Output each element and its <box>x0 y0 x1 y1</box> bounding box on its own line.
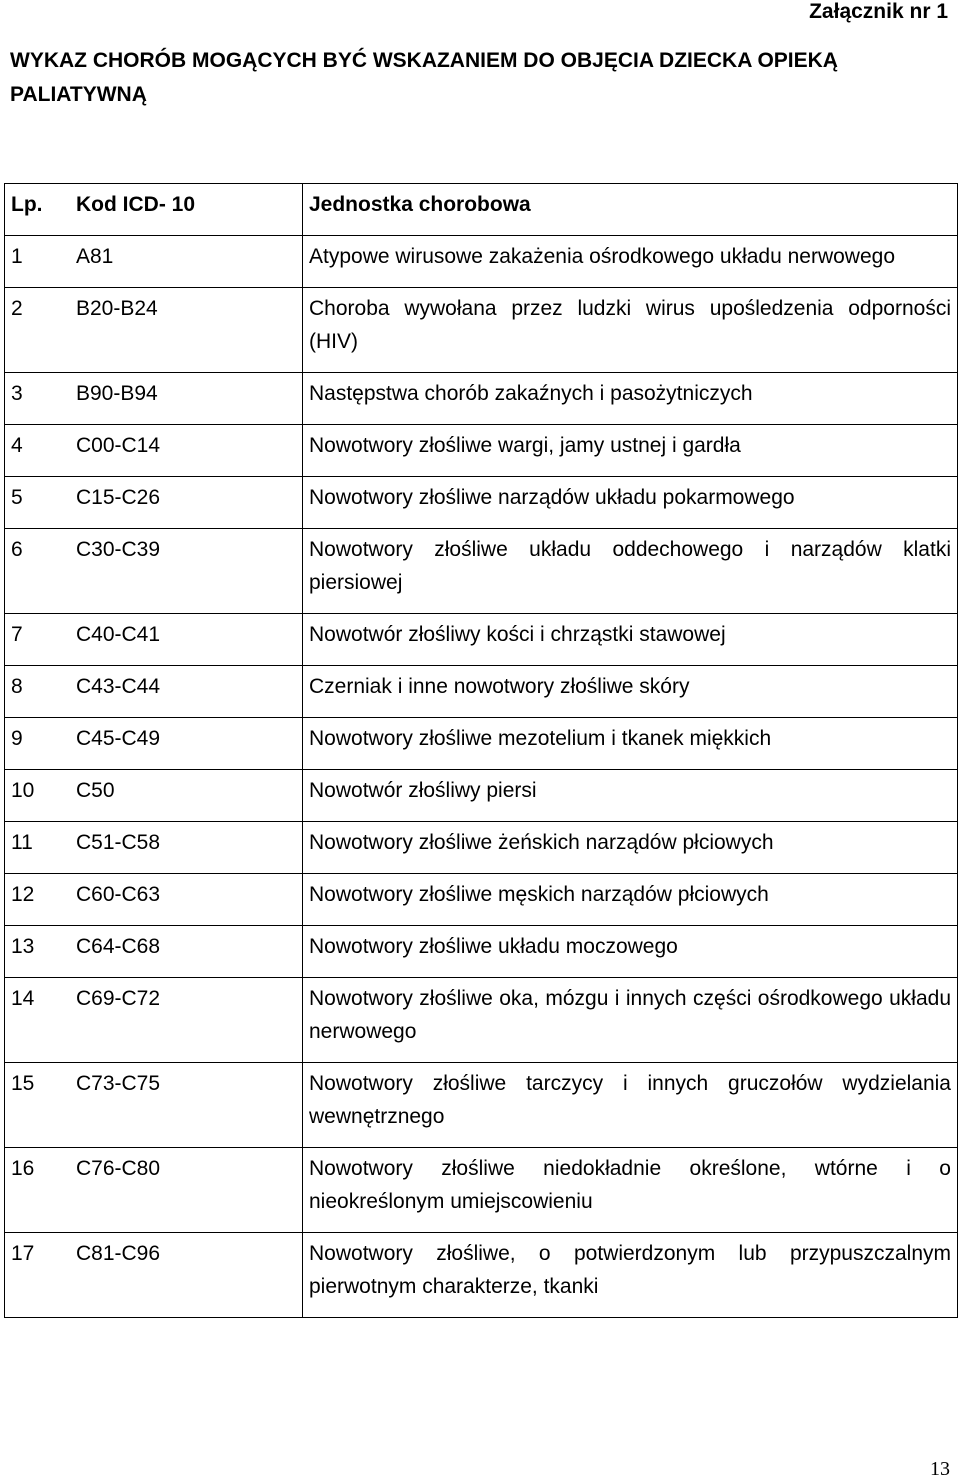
row-description: Nowotwory złośliwe niedokładnie określone, wtórne i o nieokreślonym umiejscowieniu <box>303 1148 958 1233</box>
row-description: Nowotwory złośliwe narządów układu pokarmowego <box>303 477 958 529</box>
row-code: C45-C49 <box>70 718 303 770</box>
row-code: B90-B94 <box>70 373 303 425</box>
row-code: C69-C72 <box>70 978 303 1063</box>
table-row <box>5 1233 958 1318</box>
table-row <box>5 822 958 874</box>
row-description: Czerniak i inne nowotwory złośliwe skóry <box>303 666 958 718</box>
row-code: C76-C80 <box>70 1148 303 1233</box>
document-title: WYKAZ CHORÓB MOGĄCYCH BYĆ WSKAZANIEM DO OBJĘCIA DZIECKA OPIEKĄ PALIATYWNĄ <box>10 49 838 106</box>
row-code: C64-C68 <box>70 926 303 978</box>
row-description: Następstwa chorób zakaźnych i pasożytniczych <box>303 373 958 425</box>
row-description: Nowotwory złośliwe układu moczowego <box>303 926 958 978</box>
row-code: C00-C14 <box>70 425 303 477</box>
row-description: Nowotwór złośliwy kości i chrząstki stawowej <box>303 614 958 666</box>
row-code: C50 <box>70 770 303 822</box>
row-description: Nowotwory złośliwe oka, mózgu i innych części ośrodkowego układu nerwowego <box>303 978 958 1063</box>
row-lp: 15 <box>5 1063 71 1148</box>
table-row <box>5 1148 958 1233</box>
row-lp: 17 <box>5 1233 71 1318</box>
table-row <box>5 477 958 529</box>
table-row <box>5 373 958 425</box>
table-header-row <box>5 184 958 236</box>
disease-table-container <box>4 183 958 1318</box>
row-code: C15-C26 <box>70 477 303 529</box>
header-lp: Lp. <box>5 184 71 236</box>
annex-label: Załącznik nr 1 <box>809 0 948 23</box>
row-lp: 12 <box>5 874 71 926</box>
row-description: Atypowe wirusowe zakażenia ośrodkowego układu nerwowego <box>303 236 958 288</box>
header-desc: Jednostka chorobowa <box>303 184 958 236</box>
row-lp: 4 <box>5 425 71 477</box>
row-code: C51-C58 <box>70 822 303 874</box>
row-description: Nowotwory złośliwe żeńskich narządów płciowych <box>303 822 958 874</box>
row-lp: 11 <box>5 822 71 874</box>
row-code: C43-C44 <box>70 666 303 718</box>
table-row <box>5 1063 958 1148</box>
row-description: Nowotwory złośliwe męskich narządów płciowych <box>303 874 958 926</box>
row-code: B20-B24 <box>70 288 303 373</box>
row-lp: 10 <box>5 770 71 822</box>
row-code: C73-C75 <box>70 1063 303 1148</box>
row-lp: 16 <box>5 1148 71 1233</box>
header-code: Kod ICD- 10 <box>70 184 303 236</box>
row-lp: 13 <box>5 926 71 978</box>
table-row <box>5 529 958 614</box>
table-row <box>5 666 958 718</box>
table-row <box>5 288 958 373</box>
row-code: C60-C63 <box>70 874 303 926</box>
table-row <box>5 978 958 1063</box>
row-description: Nowotwory złośliwe wargi, jamy ustnej i gardła <box>303 425 958 477</box>
row-lp: 5 <box>5 477 71 529</box>
row-lp: 9 <box>5 718 71 770</box>
table-row <box>5 425 958 477</box>
row-code: C81-C96 <box>70 1233 303 1318</box>
table-row <box>5 236 958 288</box>
table-row <box>5 926 958 978</box>
table-row <box>5 718 958 770</box>
table-row <box>5 874 958 926</box>
row-lp: 2 <box>5 288 71 373</box>
row-lp: 3 <box>5 373 71 425</box>
row-code: C40-C41 <box>70 614 303 666</box>
row-lp: 1 <box>5 236 71 288</box>
row-lp: 14 <box>5 978 71 1063</box>
row-lp: 7 <box>5 614 71 666</box>
row-description: Nowotwór złośliwy piersi <box>303 770 958 822</box>
row-description: Nowotwory złośliwe tarczycy i innych gruczołów wydzielania wewnętrznego <box>303 1063 958 1148</box>
table-row <box>5 614 958 666</box>
row-lp: 8 <box>5 666 71 718</box>
row-code: C30-C39 <box>70 529 303 614</box>
row-description: Nowotwory złośliwe, o potwierdzonym lub przypuszczalnym pierwotnym charakterze, tkanki <box>303 1233 958 1318</box>
row-description: Nowotwory złośliwe mezotelium i tkanek miękkich <box>303 718 958 770</box>
page-number: 13 <box>930 1458 950 1480</box>
row-description: Nowotwory złośliwe układu oddechowego i narządów klatki piersiowej <box>303 529 958 614</box>
row-lp: 6 <box>5 529 71 614</box>
table-row <box>5 770 958 822</box>
disease-table <box>4 183 958 1318</box>
row-description: Choroba wywołana przez ludzki wirus upośledzenia odporności (HIV) <box>303 288 958 373</box>
row-code: A81 <box>70 236 303 288</box>
